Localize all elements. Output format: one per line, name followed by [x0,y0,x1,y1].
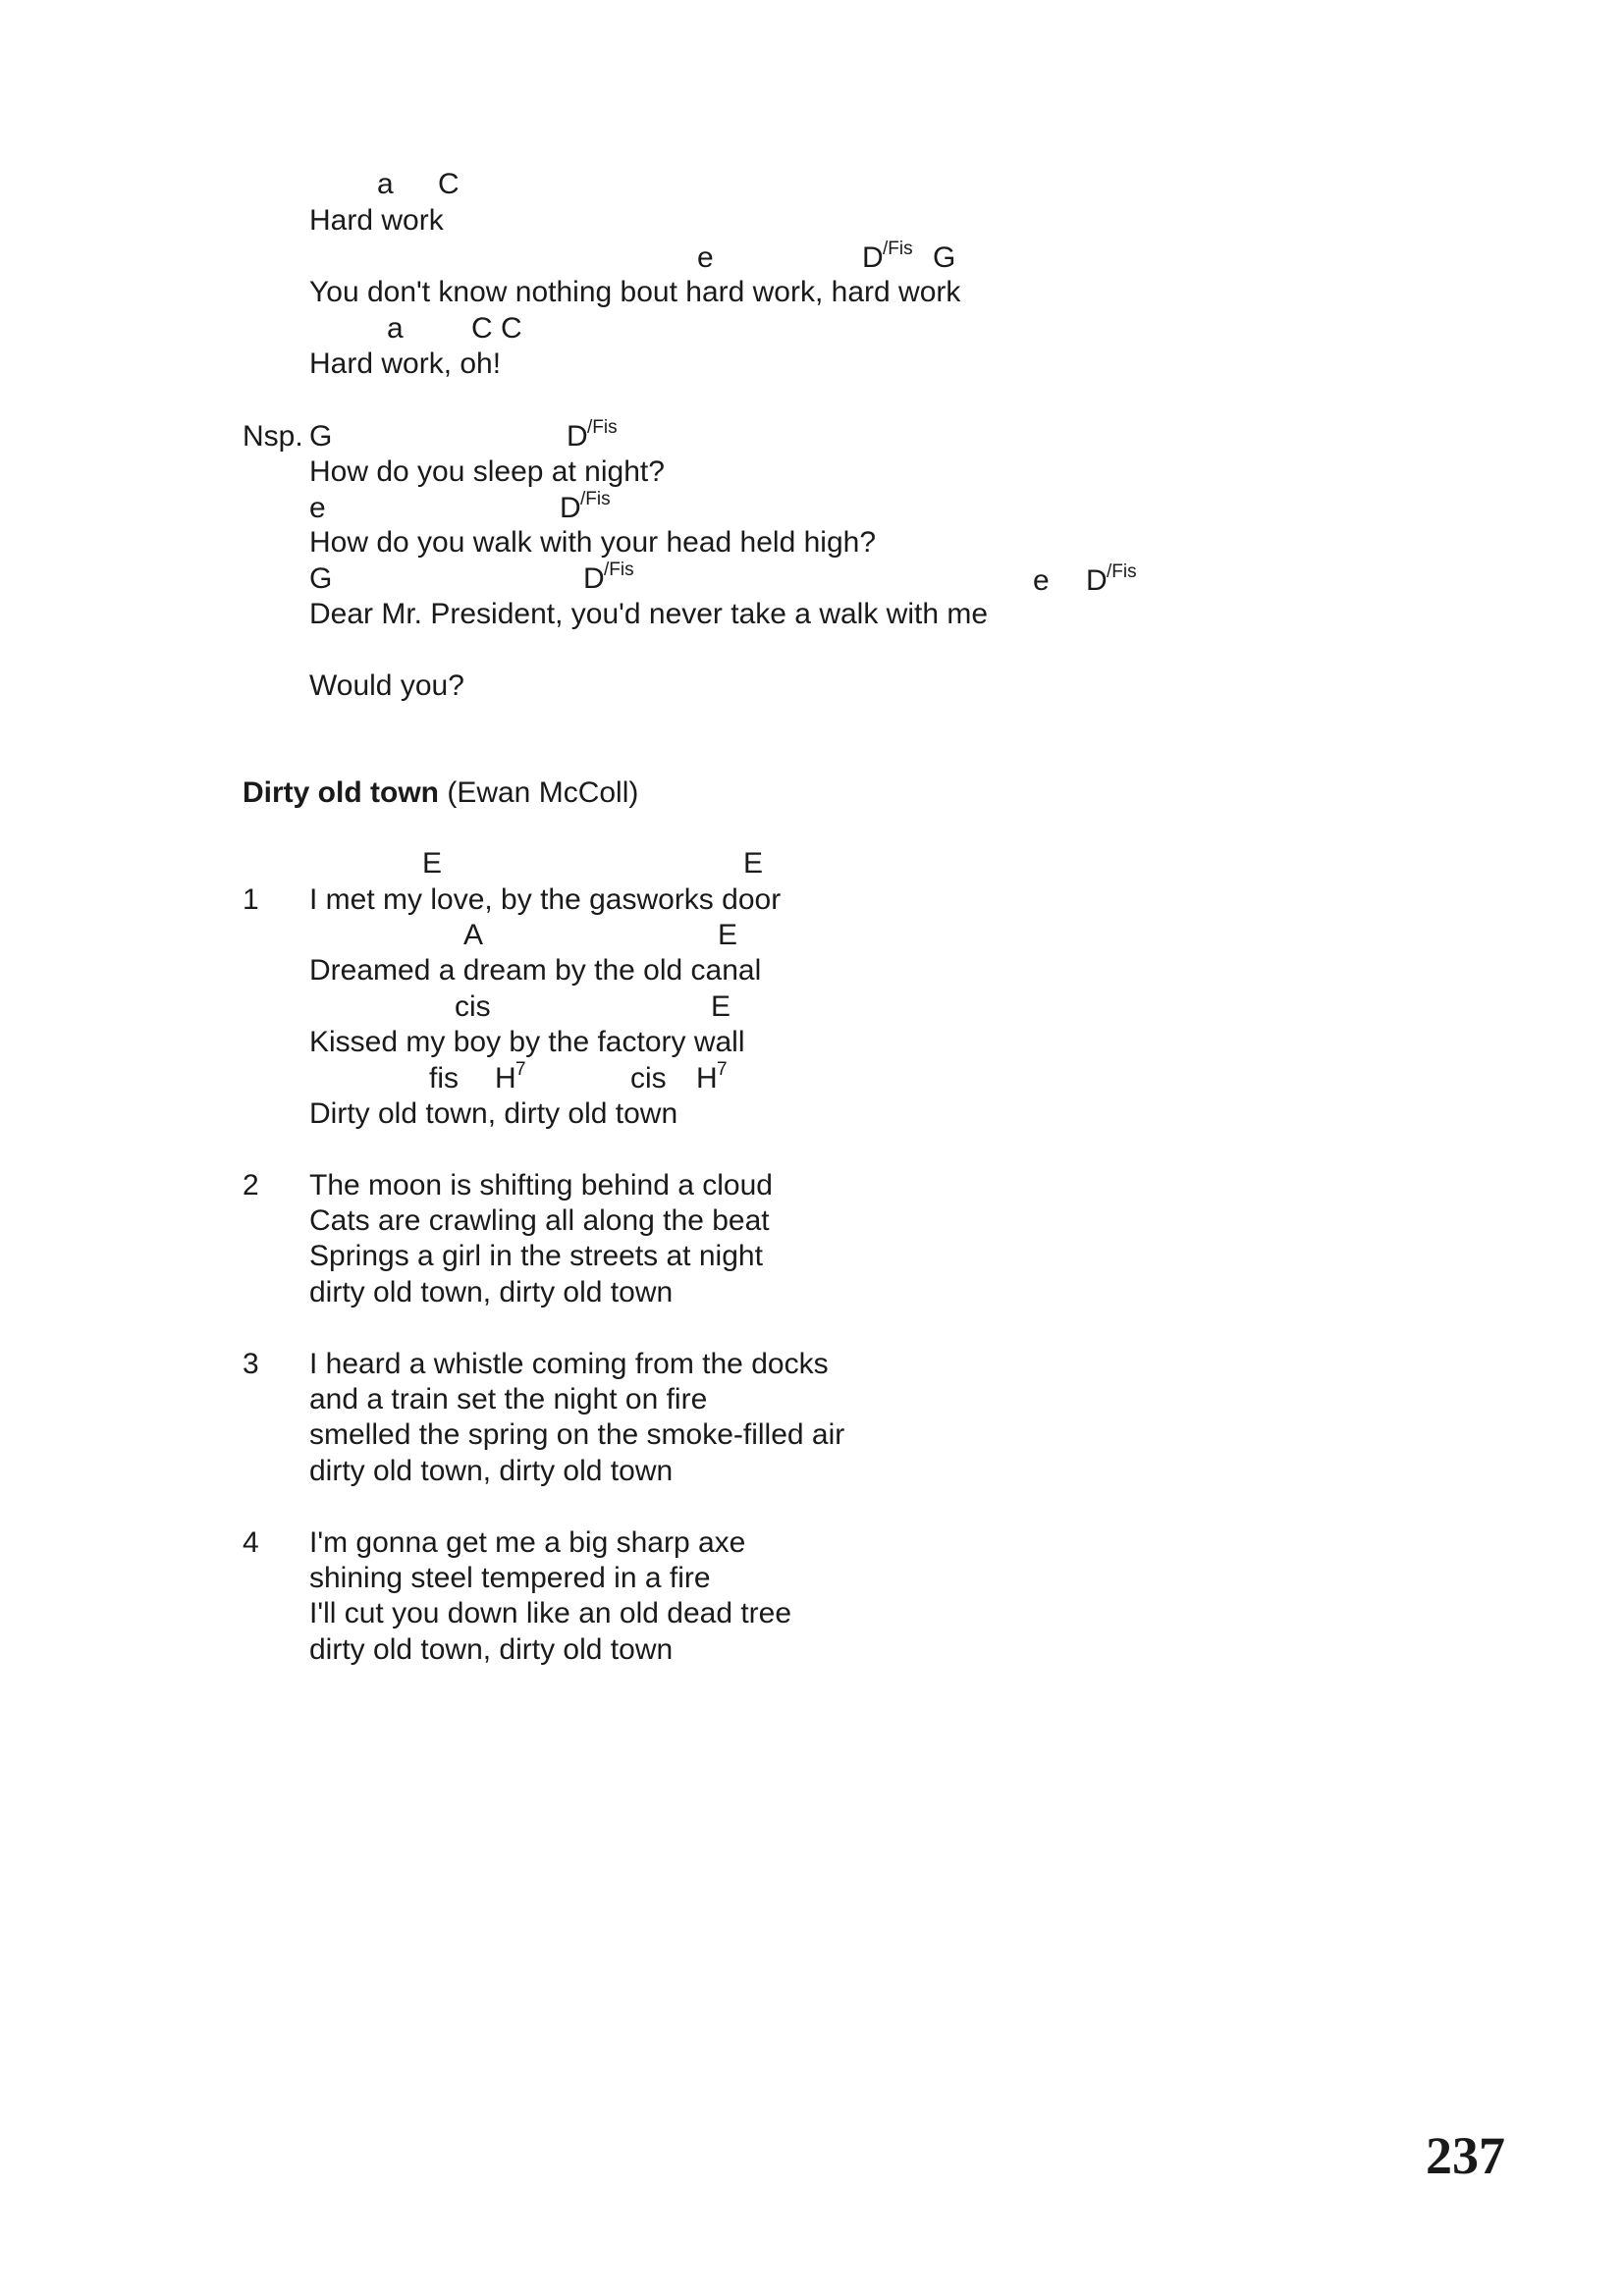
chord: D [560,492,581,524]
lyric-line: You don't know nothing bout hard work, hard work [309,276,961,308]
chord: cis [630,1062,667,1095]
lyric-line: I met my love, by the gasworks door [309,883,782,916]
lyric-line: Kissed my boy by the factory wall [309,1026,745,1058]
chord: D [567,420,588,453]
verse-number: 1 [243,883,259,916]
lyric-line: dirty old town, dirty old town [309,1276,674,1308]
lyric-line: Dreamed a dream by the old canal [309,954,762,987]
lyric-line: How do you walk with your head held high? [309,526,877,559]
lyric-line: Springs a girl in the streets at night [309,1240,763,1272]
lyric-line: I'm gonna get me a big sharp axe [309,1526,746,1559]
chord: cis [455,990,491,1023]
lyric-line: Hard work, oh! [309,347,502,380]
chord: E [718,919,738,951]
lyric-line: The moon is shifting behind a cloud [309,1169,773,1201]
section-label: Nsp. [243,420,303,453]
chord: E [422,847,443,880]
chord: D [1086,564,1108,597]
lyric-line: smelled the spring on the smoke-filled air [309,1418,845,1451]
chord: D [862,241,884,274]
verse-number: 2 [243,1169,259,1201]
chord-superscript: /Fis [1107,561,1137,582]
song-title-line [243,778,638,808]
chord: a [387,312,404,345]
chord: C [438,168,460,200]
page-number: 237 [1426,2126,1505,2185]
chord-superscript: /Fis [883,239,913,259]
lyric-line: Hard work [309,204,444,237]
chord: C C [471,312,522,345]
chord-superscript: /Fis [604,560,634,580]
chord-superscript: 7 [515,1059,526,1080]
chord: e [697,241,714,274]
chord: a [377,168,394,200]
verse-number: 4 [243,1526,259,1559]
chord: G [309,562,333,595]
chord: fis [429,1062,459,1095]
lyric-line: Would you? [309,669,464,702]
chord: e [1033,564,1050,597]
song-author: (Ewan McColl) [447,776,639,809]
chord-superscript: /Fis [587,417,618,438]
lyric-line: I'll cut you down like an old dead tree [309,1597,792,1629]
song-title: Dirty old town [243,776,439,809]
lyric-line: and a train set the night on fire [309,1383,708,1415]
chord-superscript: 7 [717,1059,728,1080]
chord: E [743,847,764,880]
lyric-line: How do you sleep at night? [309,455,665,488]
lyric-line: Dear Mr. President, you'd never take a walk with me [309,598,989,630]
lyric-line: Cats are crawling all along the beat [309,1204,770,1237]
chord: D [583,562,605,595]
lyric-line: I heard a whistle coming from the docks [309,1348,829,1380]
lyric-line: Dirty old town, dirty old town [309,1097,678,1130]
chord-superscript: /Fis [580,489,611,509]
chord: e [309,492,326,524]
verse-number: 3 [243,1348,259,1380]
chord: G [309,420,333,453]
lyric-line: dirty old town, dirty old town [309,1633,674,1666]
chord: A [463,919,484,951]
lyric-line: dirty old town, dirty old town [309,1455,674,1487]
chord: H [495,1062,516,1095]
chord: H [696,1062,718,1095]
chord: E [711,990,731,1023]
lyric-line: shining steel tempered in a fire [309,1562,711,1594]
chord: G [933,241,956,274]
